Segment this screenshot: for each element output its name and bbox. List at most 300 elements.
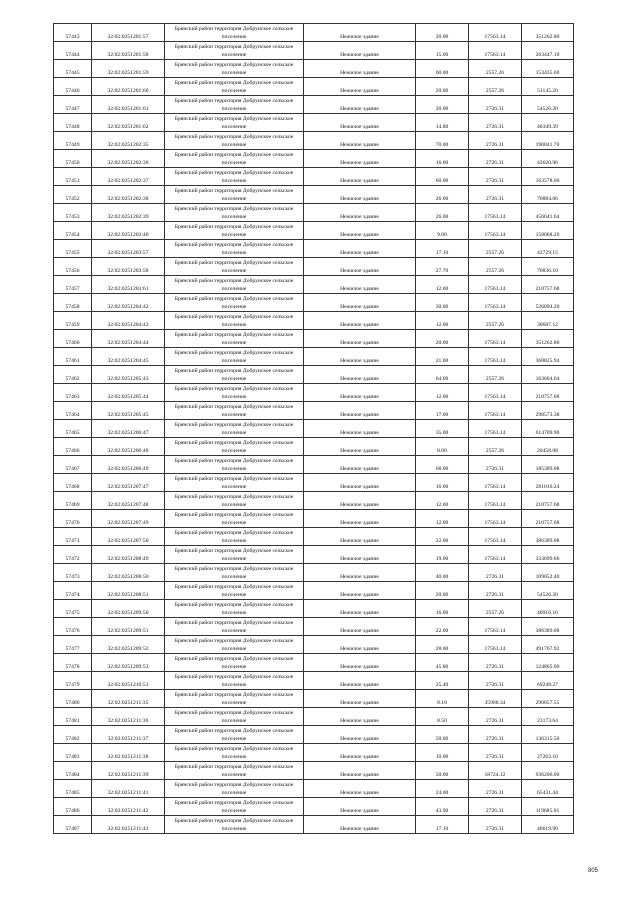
cell-row-number: 57451 xyxy=(54,168,92,186)
cell-cadastral-number: 32:02:0251211:36 xyxy=(92,708,165,726)
cell-specific-value: 17563.14 xyxy=(469,420,522,438)
cell-row-number: 57474 xyxy=(54,582,92,600)
cell-cadastral-value: 190841.70 xyxy=(522,132,574,150)
cell-row-number: 57468 xyxy=(54,474,92,492)
cell-address: Брянский район территория Добрунское сельское поселение xyxy=(165,330,304,348)
cell-specific-value: 2726.31 xyxy=(469,582,522,600)
table-row xyxy=(54,618,574,636)
cell-area: 16.00 xyxy=(416,474,469,492)
cell-area: 21.00 xyxy=(416,348,469,366)
cell-cadastral-number: 32:02:0251211:41 xyxy=(92,780,165,798)
cell-row-number: 57452 xyxy=(54,186,92,204)
cell-object-type: Нежилое здание xyxy=(304,690,416,708)
cell-cadastral-number: 32:02:0251201:60 xyxy=(92,78,165,96)
cell-object-type: Нежилое здание xyxy=(304,348,416,366)
cell-specific-value: 2726.31 xyxy=(469,744,522,762)
cell-address: Брянский район территория Добрунское сельское поселение xyxy=(165,816,304,834)
cell-specific-value: 17563.14 xyxy=(469,402,522,420)
cell-cadastral-value: 43620.96 xyxy=(522,150,574,168)
cell-row-number: 57487 xyxy=(54,816,92,834)
cell-specific-value: 2726.31 xyxy=(469,96,522,114)
cell-cadastral-number: 32:02:0251202:37 xyxy=(92,168,165,186)
cell-row-number: 57473 xyxy=(54,564,92,582)
cell-specific-value: 2557.26 xyxy=(469,240,522,258)
cell-specific-value: 35908.34 xyxy=(469,690,522,708)
cell-cadastral-number: 32:02:0251202:39 xyxy=(92,204,165,222)
cell-row-number: 57479 xyxy=(54,672,92,690)
cell-specific-value: 18724.12 xyxy=(469,762,522,780)
cell-cadastral-number: 32:02:0251206:47 xyxy=(92,420,165,438)
cell-cadastral-number: 32:02:0251206:49 xyxy=(92,456,165,474)
cell-cadastral-number: 32:02:0251206:48 xyxy=(92,438,165,456)
cell-address: Брянский район территория Добрунское сельское поселение xyxy=(165,798,304,816)
table-row xyxy=(54,492,574,510)
cell-row-number: 57475 xyxy=(54,600,92,618)
cell-address: Брянский район территория Добрунское сельское поселение xyxy=(165,726,304,744)
cell-address: Брянский район территория Добрунское сельское поселение xyxy=(165,618,304,636)
cell-cadastral-value: 119685.01 xyxy=(522,798,574,816)
cell-cadastral-number: 32:02:0251207:49 xyxy=(92,510,165,528)
cell-specific-value: 17563.14 xyxy=(469,528,522,546)
cell-object-type: Нежилое здание xyxy=(304,132,416,150)
cell-specific-value: 2726.31 xyxy=(469,186,522,204)
cell-object-type: Нежилое здание xyxy=(304,636,416,654)
cell-address: Брянский район территория Добрунское сельское поселение xyxy=(165,384,304,402)
cell-area: 20.00 xyxy=(416,330,469,348)
cell-row-number: 57457 xyxy=(54,276,92,294)
table-row xyxy=(54,690,574,708)
table-row xyxy=(54,780,574,798)
cell-address: Брянский район территория Добрунское сельское поселение xyxy=(165,348,304,366)
cell-cadastral-value: 526894.20 xyxy=(522,294,574,312)
cell-row-number: 57446 xyxy=(54,78,92,96)
cell-specific-value: 2726.31 xyxy=(469,654,522,672)
cell-cadastral-value: 185389.08 xyxy=(522,456,574,474)
cell-row-number: 57466 xyxy=(54,438,92,456)
cell-row-number: 57445 xyxy=(54,60,92,78)
cell-area: 8.10 xyxy=(416,690,469,708)
table-row xyxy=(54,168,574,186)
table-row xyxy=(54,654,574,672)
cell-object-type: Нежилое здание xyxy=(304,330,416,348)
cell-specific-value: 2726.31 xyxy=(469,816,522,834)
cell-specific-value: 2726.31 xyxy=(469,564,522,582)
cell-object-type: Нежилое здание xyxy=(304,564,416,582)
cell-cadastral-value: 54526.20 xyxy=(522,582,574,600)
cell-object-type: Нежилое здание xyxy=(304,222,416,240)
cell-address: Брянский район территория Добрунское сельское поселение xyxy=(165,492,304,510)
cell-cadastral-value: 163664.64 xyxy=(522,366,574,384)
cell-address: Брянский район территория Добрунское сельское поселение xyxy=(165,402,304,420)
cell-object-type: Нежилое здание xyxy=(304,204,416,222)
registry-table-body xyxy=(54,24,574,834)
cell-specific-value: 2557.26 xyxy=(469,312,522,330)
cell-address: Брянский район территория Добрунское сельское поселение xyxy=(165,654,304,672)
cell-object-type: Нежилое здание xyxy=(304,528,416,546)
cell-specific-value: 17563.14 xyxy=(469,348,522,366)
cell-address: Брянский район территория Добрунское сельское поселение xyxy=(165,456,304,474)
cell-cadastral-value: 290857.55 xyxy=(522,690,574,708)
cell-object-type: Нежилое здание xyxy=(304,78,416,96)
table-row xyxy=(54,60,574,78)
cell-specific-value: 2726.31 xyxy=(469,672,522,690)
cell-row-number: 57454 xyxy=(54,222,92,240)
cell-row-number: 57462 xyxy=(54,366,92,384)
cell-specific-value: 17563.14 xyxy=(469,618,522,636)
cell-address: Брянский район территория Добрунское сельское поселение xyxy=(165,150,304,168)
cell-cadastral-value: 163578.60 xyxy=(522,168,574,186)
table-row xyxy=(54,186,574,204)
cell-object-type: Нежилое здание xyxy=(304,384,416,402)
cell-specific-value: 2726.31 xyxy=(469,708,522,726)
table-row xyxy=(54,24,574,42)
cell-object-type: Нежилое здание xyxy=(304,168,416,186)
cell-specific-value: 2557.26 xyxy=(469,438,522,456)
cell-area: 10.00 xyxy=(416,744,469,762)
cell-cadastral-value: 351262.80 xyxy=(522,330,574,348)
cell-object-type: Нежилое здание xyxy=(304,312,416,330)
cell-area: 45.80 xyxy=(416,654,469,672)
cell-specific-value: 17563.14 xyxy=(469,384,522,402)
cell-address: Брянский район территория Добрунское сельское поселение xyxy=(165,366,304,384)
cell-row-number: 57455 xyxy=(54,240,92,258)
cell-object-type: Нежилое здание xyxy=(304,474,416,492)
cell-row-number: 57465 xyxy=(54,420,92,438)
cell-row-number: 57472 xyxy=(54,546,92,564)
cell-cadastral-number: 32:02:0251204:43 xyxy=(92,312,165,330)
cell-object-type: Нежилое здание xyxy=(304,366,416,384)
registry-table xyxy=(53,23,574,834)
cell-object-type: Нежилое здание xyxy=(304,276,416,294)
table-row xyxy=(54,528,574,546)
cell-cadastral-number: 32:02:0251211:42 xyxy=(92,798,165,816)
cell-address: Брянский район территория Добрунское сельское поселение xyxy=(165,294,304,312)
table-row xyxy=(54,708,574,726)
cell-cadastral-value: 386389.08 xyxy=(522,618,574,636)
cell-cadastral-number: 32:02:0251202:35 xyxy=(92,132,165,150)
table-row xyxy=(54,420,574,438)
cell-cadastral-value: 30687.12 xyxy=(522,312,574,330)
cell-area: 12.00 xyxy=(416,510,469,528)
cell-row-number: 57467 xyxy=(54,456,92,474)
table-row xyxy=(54,258,574,276)
cell-specific-value: 2726.31 xyxy=(469,114,522,132)
cell-row-number: 57469 xyxy=(54,492,92,510)
cell-area: 22.00 xyxy=(416,618,469,636)
table-row xyxy=(54,240,574,258)
cell-cadastral-number: 32:02:0251203:61 xyxy=(92,276,165,294)
cell-row-number: 57464 xyxy=(54,402,92,420)
cell-row-number: 57470 xyxy=(54,510,92,528)
cell-cadastral-number: 32:02:0251205:44 xyxy=(92,384,165,402)
cell-row-number: 57484 xyxy=(54,762,92,780)
cell-specific-value: 2557.26 xyxy=(469,600,522,618)
cell-cadastral-value: 51145.20 xyxy=(522,78,574,96)
cell-address: Брянский район территория Добрунское сельское поселение xyxy=(165,168,304,186)
cell-specific-value: 2557.26 xyxy=(469,78,522,96)
cell-row-number: 57476 xyxy=(54,618,92,636)
cell-cadastral-value: 456641.64 xyxy=(522,204,574,222)
cell-address: Брянский район территория Добрунское сельское поселение xyxy=(165,222,304,240)
cell-area: 20.00 xyxy=(416,582,469,600)
cell-cadastral-value: 386389.08 xyxy=(522,528,574,546)
cell-address: Брянский район территория Добрунское сельское поселение xyxy=(165,564,304,582)
table-row xyxy=(54,312,574,330)
cell-object-type: Нежилое здание xyxy=(304,744,416,762)
cell-cadastral-number: 32:02:0251204:42 xyxy=(92,294,165,312)
cell-address: Брянский район территория Добрунское сельское поселение xyxy=(165,114,304,132)
cell-cadastral-value: 40916.16 xyxy=(522,600,574,618)
cell-area: 8.50 xyxy=(416,708,469,726)
table-row xyxy=(54,384,574,402)
cell-address: Брянский район территория Добрунское сельское поселение xyxy=(165,744,304,762)
cell-area: 17.00 xyxy=(416,402,469,420)
cell-cadastral-value: 43729.15 xyxy=(522,240,574,258)
table-row xyxy=(54,744,574,762)
cell-area: 17.10 xyxy=(416,240,469,258)
cell-cadastral-number: 32:02:0251211:38 xyxy=(92,744,165,762)
cell-object-type: Нежилое здание xyxy=(304,402,416,420)
cell-object-type: Нежилое здание xyxy=(304,24,416,42)
cell-address: Брянский район территория Добрунское сельское поселение xyxy=(165,258,304,276)
cell-cadastral-number: 32:02:0251201:57 xyxy=(92,24,165,42)
cell-address: Брянский район территория Добрунское сельское поселение xyxy=(165,132,304,150)
cell-specific-value: 2726.31 xyxy=(469,132,522,150)
cell-address: Брянский район территория Добрунское сельское поселение xyxy=(165,510,304,528)
cell-specific-value: 2726.31 xyxy=(469,780,522,798)
page-number: 805 xyxy=(588,868,599,874)
table-row xyxy=(54,474,574,492)
cell-area: 26.00 xyxy=(416,186,469,204)
table-row xyxy=(54,564,574,582)
table-row xyxy=(54,762,574,780)
cell-cadastral-number: 32:02:0251211:43 xyxy=(92,816,165,834)
cell-cadastral-number: 32:02:0251208:50 xyxy=(92,564,165,582)
cell-cadastral-value: 65431.44 xyxy=(522,780,574,798)
table-row xyxy=(54,78,574,96)
cell-cadastral-value: 20458.08 xyxy=(522,438,574,456)
cell-address: Брянский район территория Добрунское сельское поселение xyxy=(165,600,304,618)
cell-area: 16.00 xyxy=(416,150,469,168)
cell-cadastral-number: 32:02:0251209:52 xyxy=(92,636,165,654)
cell-area: 50.00 xyxy=(416,762,469,780)
cell-object-type: Нежилое здание xyxy=(304,60,416,78)
cell-specific-value: 17563.14 xyxy=(469,42,522,60)
cell-cadastral-value: 210757.68 xyxy=(522,384,574,402)
cell-cadastral-value: 298573.38 xyxy=(522,402,574,420)
cell-area: 24.00 xyxy=(416,780,469,798)
cell-area: 12.00 xyxy=(416,276,469,294)
cell-cadastral-value: 136315.50 xyxy=(522,726,574,744)
cell-object-type: Нежилое здание xyxy=(304,150,416,168)
cell-cadastral-number: 32:02:0251202:40 xyxy=(92,222,165,240)
cell-area: 19.00 xyxy=(416,546,469,564)
cell-specific-value: 17563.14 xyxy=(469,636,522,654)
cell-address: Брянский район территория Добрунское сельское поселение xyxy=(165,420,304,438)
cell-cadastral-value: 124865.00 xyxy=(522,654,574,672)
cell-row-number: 57444 xyxy=(54,42,92,60)
cell-object-type: Нежилое здание xyxy=(304,582,416,600)
cell-object-type: Нежилое здание xyxy=(304,762,416,780)
cell-object-type: Нежилое здание xyxy=(304,258,416,276)
cell-area: 26.00 xyxy=(416,204,469,222)
cell-area: 50.00 xyxy=(416,726,469,744)
cell-cadastral-number: 32:02:0251210:51 xyxy=(92,672,165,690)
cell-object-type: Нежилое здание xyxy=(304,510,416,528)
cell-area: 12.00 xyxy=(416,312,469,330)
cell-area: 22.00 xyxy=(416,528,469,546)
cell-row-number: 57477 xyxy=(54,636,92,654)
table-row xyxy=(54,672,574,690)
cell-specific-value: 2726.31 xyxy=(469,798,522,816)
cell-row-number: 57480 xyxy=(54,690,92,708)
cell-row-number: 57486 xyxy=(54,798,92,816)
cell-specific-value: 17563.14 xyxy=(469,546,522,564)
cell-cadastral-value: 614709.90 xyxy=(522,420,574,438)
cell-cadastral-value: 153435.60 xyxy=(522,60,574,78)
cell-object-type: Нежилое здание xyxy=(304,798,416,816)
cell-specific-value: 17563.14 xyxy=(469,204,522,222)
cell-object-type: Нежилое здание xyxy=(304,654,416,672)
cell-row-number: 57450 xyxy=(54,150,92,168)
cell-cadastral-value: 54526.20 xyxy=(522,96,574,114)
cell-cadastral-number: 32:02:0251208:51 xyxy=(92,582,165,600)
cell-area: 14.80 xyxy=(416,114,469,132)
cell-cadastral-number: 32:02:0251201:62 xyxy=(92,114,165,132)
cell-object-type: Нежилое здание xyxy=(304,780,416,798)
cell-cadastral-number: 32:02:0251204:44 xyxy=(92,330,165,348)
table-row xyxy=(54,150,574,168)
cell-cadastral-value: 210757.68 xyxy=(522,276,574,294)
cell-cadastral-number: 32:02:0251207:50 xyxy=(92,528,165,546)
cell-row-number: 57447 xyxy=(54,96,92,114)
cell-object-type: Нежилое здание xyxy=(304,708,416,726)
cell-cadastral-value: 46619.90 xyxy=(522,816,574,834)
cell-cadastral-value: 351262.80 xyxy=(522,24,574,42)
cell-specific-value: 2557.26 xyxy=(469,366,522,384)
cell-cadastral-value: 210757.68 xyxy=(522,510,574,528)
cell-cadastral-number: 32:02:0251209:50 xyxy=(92,600,165,618)
cell-cadastral-value: 263447.10 xyxy=(522,42,574,60)
cell-object-type: Нежилое здание xyxy=(304,438,416,456)
cell-area: 8.00 xyxy=(416,438,469,456)
cell-cadastral-value: 368825.94 xyxy=(522,348,574,366)
cell-row-number: 57458 xyxy=(54,294,92,312)
cell-object-type: Нежилое здание xyxy=(304,420,416,438)
cell-address: Брянский район территория Добрунское сельское поселение xyxy=(165,780,304,798)
cell-row-number: 57483 xyxy=(54,744,92,762)
cell-cadastral-number: 32:02:0251207:48 xyxy=(92,492,165,510)
cell-address: Брянский район территория Добрунское сельское поселение xyxy=(165,204,304,222)
cell-cadastral-number: 32:02:0251202:38 xyxy=(92,186,165,204)
table-row xyxy=(54,456,574,474)
cell-specific-value: 17563.14 xyxy=(469,276,522,294)
table-row xyxy=(54,132,574,150)
cell-cadastral-number: 32:02:0251208:49 xyxy=(92,546,165,564)
cell-address: Брянский район территория Добрунское сельское поселение xyxy=(165,60,304,78)
table-row xyxy=(54,42,574,60)
cell-cadastral-value: 281010.24 xyxy=(522,474,574,492)
cell-address: Брянский район территория Добрунское сельское поселение xyxy=(165,276,304,294)
cell-object-type: Нежилое здание xyxy=(304,96,416,114)
cell-address: Брянский район территория Добрунское сельское поселение xyxy=(165,42,304,60)
cell-row-number: 57449 xyxy=(54,132,92,150)
cell-area: 43.90 xyxy=(416,798,469,816)
cell-row-number: 57459 xyxy=(54,312,92,330)
cell-cadastral-value: 70884.06 xyxy=(522,186,574,204)
table-row xyxy=(54,798,574,816)
cell-row-number: 57471 xyxy=(54,528,92,546)
cell-area: 30.00 xyxy=(416,294,469,312)
cell-area: 15.00 xyxy=(416,42,469,60)
cell-area: 64.00 xyxy=(416,366,469,384)
cell-row-number: 57463 xyxy=(54,384,92,402)
cell-cadastral-number: 32:02:0251201:61 xyxy=(92,96,165,114)
cell-address: Брянский район территория Добрунское сельское поселение xyxy=(165,636,304,654)
cell-object-type: Нежилое здание xyxy=(304,618,416,636)
cell-row-number: 57461 xyxy=(54,348,92,366)
cell-address: Брянский район территория Добрунское сельское поселение xyxy=(165,762,304,780)
cell-cadastral-value: 936206.00 xyxy=(522,762,574,780)
cell-cadastral-number: 32:02:0251201:59 xyxy=(92,60,165,78)
cell-area: 60.00 xyxy=(416,60,469,78)
table-row xyxy=(54,366,574,384)
cell-specific-value: 2726.31 xyxy=(469,456,522,474)
table-row xyxy=(54,222,574,240)
cell-area: 27.70 xyxy=(416,258,469,276)
cell-row-number: 57448 xyxy=(54,114,92,132)
cell-address: Брянский район территория Добрунское сельское поселение xyxy=(165,546,304,564)
cell-area: 60.00 xyxy=(416,168,469,186)
table-row xyxy=(54,600,574,618)
table-row xyxy=(54,582,574,600)
cell-object-type: Нежилое здание xyxy=(304,816,416,834)
cell-area: 68.00 xyxy=(416,456,469,474)
cell-row-number: 57482 xyxy=(54,726,92,744)
cell-area: 35.00 xyxy=(416,420,469,438)
table-row xyxy=(54,636,574,654)
cell-area: 20.00 xyxy=(416,78,469,96)
cell-cadastral-value: 70836.10 xyxy=(522,258,574,276)
table-row xyxy=(54,294,574,312)
cell-specific-value: 2726.31 xyxy=(469,168,522,186)
cell-cadastral-number: 32:02:0251209:53 xyxy=(92,654,165,672)
cell-cadastral-value: 27263.10 xyxy=(522,744,574,762)
cell-area: 25.40 xyxy=(416,672,469,690)
cell-row-number: 57478 xyxy=(54,654,92,672)
cell-cadastral-number: 32:02:0251201:58 xyxy=(92,42,165,60)
cell-cadastral-value: 333699.66 xyxy=(522,546,574,564)
cell-row-number: 57453 xyxy=(54,204,92,222)
cell-address: Брянский район территория Добрунское сельское поселение xyxy=(165,312,304,330)
cell-address: Брянский район территория Добрунское сельское поселение xyxy=(165,708,304,726)
cell-address: Брянский район территория Добрунское сельское поселение xyxy=(165,240,304,258)
table-row xyxy=(54,330,574,348)
table-row xyxy=(54,402,574,420)
cell-area: 28.00 xyxy=(416,636,469,654)
cell-cadastral-value: 69248.27 xyxy=(522,672,574,690)
cell-cadastral-number: 32:02:0251211:39 xyxy=(92,762,165,780)
cell-cadastral-number: 32:02:0251205:43 xyxy=(92,366,165,384)
table-row xyxy=(54,96,574,114)
cell-area: 17.10 xyxy=(416,816,469,834)
cell-cadastral-number: 32:02:0251207:47 xyxy=(92,474,165,492)
cell-area: 20.00 xyxy=(416,96,469,114)
cell-area: 12.00 xyxy=(416,492,469,510)
cell-address: Брянский район территория Добрунское сельское поселение xyxy=(165,474,304,492)
cell-row-number: 57485 xyxy=(54,780,92,798)
cell-cadastral-value: 491767.92 xyxy=(522,636,574,654)
